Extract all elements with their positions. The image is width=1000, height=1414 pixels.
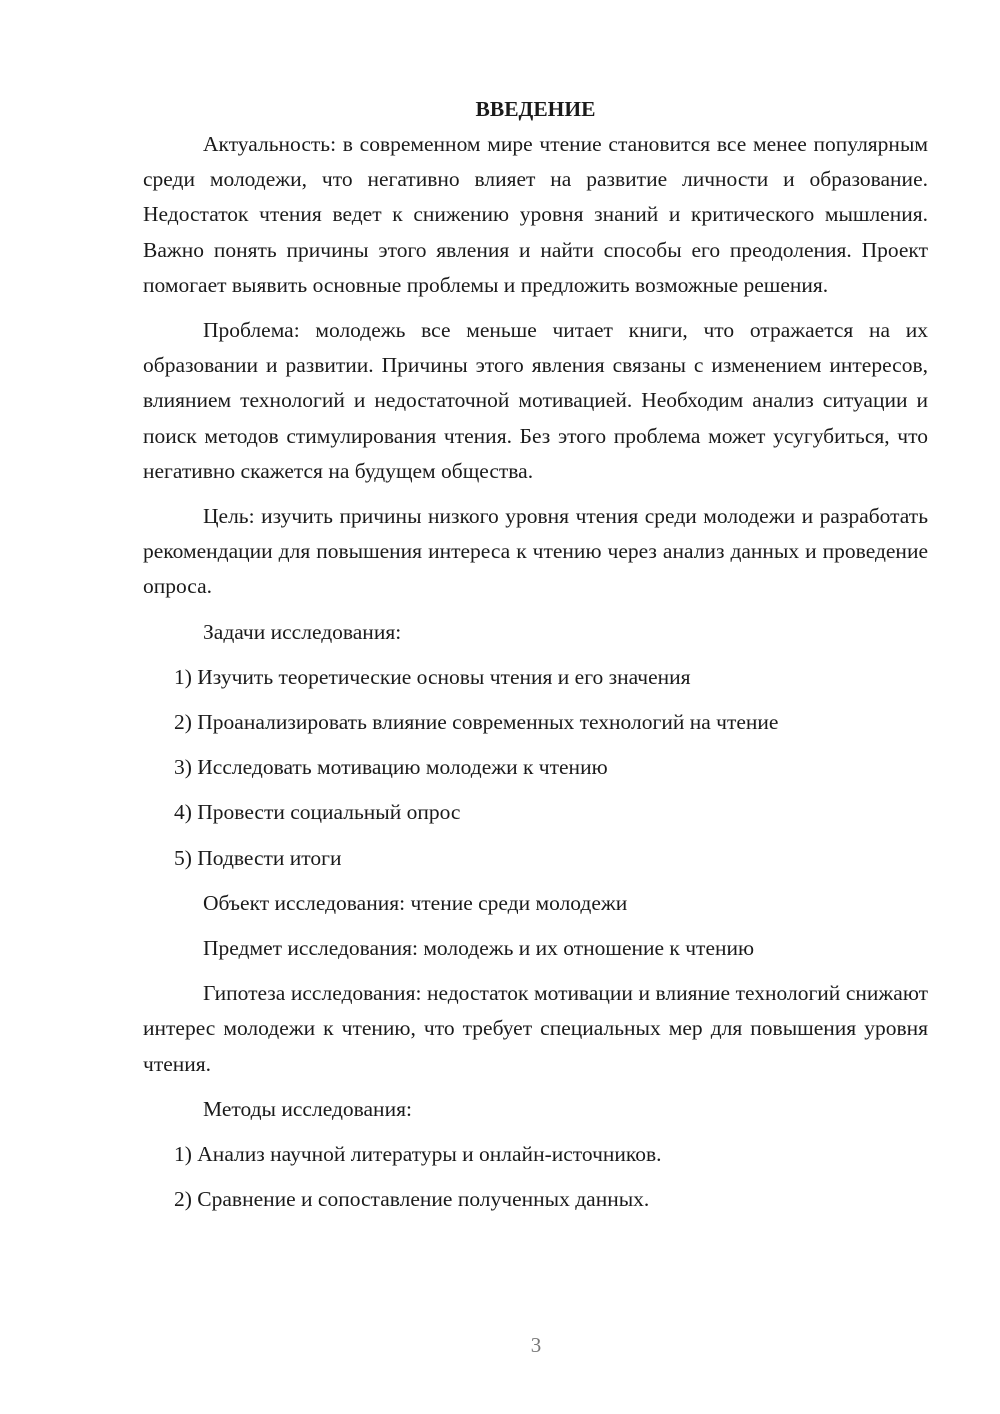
document-page <box>143 92 928 1227</box>
list-item: 1) Анализ научной литературы и онлайн-источников. <box>174 1142 662 1167</box>
section-title: ВВЕДЕНИЕ <box>475 97 596 121</box>
research-subject: Предмет исследования: молодежь и их отношение к чтению <box>203 936 755 961</box>
list-item: 5) Подвести итоги <box>174 845 342 870</box>
goal-paragraph: Цель: изучить причины низкого уровня чтения среди молодежи и разработать рекомендации для повышения интереса к чтению через анализ данных и проведение опроса. <box>143 504 928 599</box>
relevance-paragraph: Актуальность: в современном мире чтение становится все менее популярным среди молодежи, что негативно влияет на развитие личности и образование. Недостаток чтения ведет к снижению уровня знаний и критического мышления. Важно понять причины этого явления и найти способы его преодоления. Проект помогает выявить основные проблемы и предложить возможные решения. <box>143 132 928 297</box>
tasks-heading: Задачи исследования: <box>203 619 402 644</box>
research-object: Объект исследования: чтение среди молодежи <box>203 890 628 915</box>
problem-paragraph: Проблема: молодежь все меньше читает книги, что отражается на их образовании и развитии. Причины этого явления связаны с изменением интересов, влиянием технологий и недостаточной мотивацией. Необходим анализ ситуации и поиск методов стимулирования чтения. Без этого проблема может усугубиться, что негативно скажется на будущем общества. <box>143 318 928 483</box>
list-item: 1) Изучить теоретические основы чтения и его значения <box>174 664 691 689</box>
page-number: 3 <box>530 1333 542 1357</box>
list-item: 4) Провести социальный опрос <box>174 800 461 825</box>
methods-heading: Методы исследования: <box>203 1096 412 1121</box>
list-item: 3) Исследовать мотивацию молодежи к чтению <box>174 755 608 780</box>
list-item: 2) Проанализировать влияние современных технологий на чтение <box>174 710 779 735</box>
tasks-list <box>143 660 928 876</box>
methods-list <box>143 1137 928 1217</box>
hypothesis-paragraph: Гипотеза исследования: недостаток мотивации и влияние технологий снижают интерес молодежи к чтению, что требует специальных мер для повышения уровня чтения. <box>143 981 928 1076</box>
list-item: 2) Сравнение и сопоставление полученных данных. <box>174 1187 650 1212</box>
